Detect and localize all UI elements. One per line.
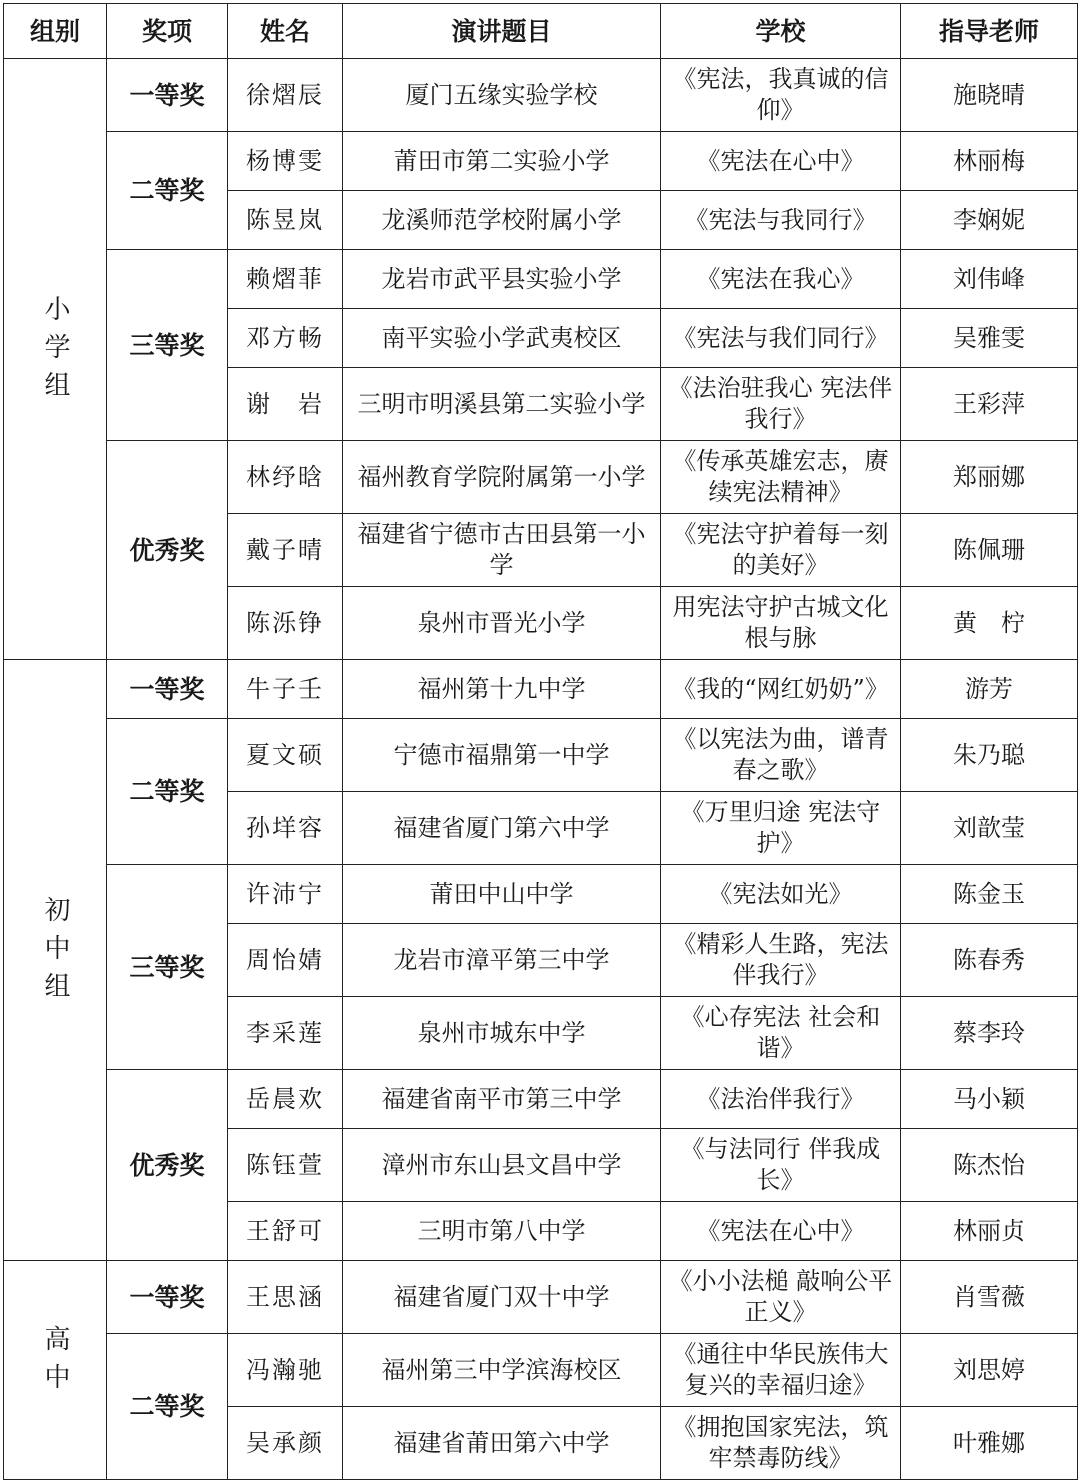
topic-cell: 《宪法在心中》	[661, 1202, 901, 1261]
award-cell: 一等奖	[107, 59, 228, 132]
student-name: 谢 岩	[228, 368, 343, 441]
group-label: 高中	[40, 1325, 70, 1401]
teacher-cell: 刘思婷	[901, 1334, 1078, 1407]
topic-cell: 《以宪法为曲，谱青春之歌》	[661, 719, 901, 792]
school-cell: 福州第三中学滨海校区	[343, 1334, 661, 1407]
award-cell: 一等奖	[107, 1261, 228, 1334]
student-name: 王思涵	[228, 1261, 343, 1334]
topic-cell: 《宪法守护着每一刻的美好》	[661, 514, 901, 587]
group-label: 初中组	[40, 896, 70, 1010]
teacher-cell: 刘伟峰	[901, 250, 1078, 309]
header-speech-topic: 演讲题目	[343, 4, 661, 59]
award-list-table	[3, 3, 1078, 1480]
school-cell: 三明市明溪县第二实验小学	[343, 368, 661, 441]
award-cell: 优秀奖	[107, 441, 228, 660]
teacher-cell: 林丽贞	[901, 1202, 1078, 1261]
topic-cell: 《法治伴我行》	[661, 1070, 901, 1129]
header-name: 姓名	[228, 4, 343, 59]
school-cell: 莆田市第二实验小学	[343, 132, 661, 191]
topic-cell: 《我的“网红奶奶”》	[661, 660, 901, 719]
table-row	[4, 865, 1078, 924]
topic-cell: 用宪法守护古城文化根与脉	[661, 587, 901, 660]
school-cell: 福州第十九中学	[343, 660, 661, 719]
topic-cell: 《宪法与我同行》	[661, 191, 901, 250]
school-cell: 福建省南平市第三中学	[343, 1070, 661, 1129]
teacher-cell: 游芳	[901, 660, 1078, 719]
topic-cell: 《精彩人生路，宪法伴我行》	[661, 924, 901, 997]
teacher-cell: 黄 柠	[901, 587, 1078, 660]
group-cell-senior	[4, 1261, 107, 1480]
header-teacher: 指导老师	[901, 4, 1078, 59]
table-row	[4, 719, 1078, 792]
school-cell: 福建省厦门双十中学	[343, 1261, 661, 1334]
school-cell: 龙岩市武平县实验小学	[343, 250, 661, 309]
student-name: 陈泺铮	[228, 587, 343, 660]
award-cell: 一等奖	[107, 660, 228, 719]
student-name: 戴子晴	[228, 514, 343, 587]
teacher-cell: 郑丽娜	[901, 441, 1078, 514]
school-cell: 莆田中山中学	[343, 865, 661, 924]
table-row	[4, 59, 1078, 132]
topic-cell: 《小小法槌 敲响公平正义》	[661, 1261, 901, 1334]
teacher-cell: 陈春秀	[901, 924, 1078, 997]
student-name: 李采莲	[228, 997, 343, 1070]
topic-cell: 《宪法在心中》	[661, 132, 901, 191]
student-name: 冯瀚驰	[228, 1334, 343, 1407]
topic-cell: 《传承英雄宏志，赓续宪法精神》	[661, 441, 901, 514]
teacher-cell: 马小颖	[901, 1070, 1078, 1129]
topic-cell: 《宪法，我真诚的信仰》	[661, 59, 901, 132]
table-row	[4, 660, 1078, 719]
award-cell: 优秀奖	[107, 1070, 228, 1261]
teacher-cell: 肖雪薇	[901, 1261, 1078, 1334]
table-row	[4, 1334, 1078, 1407]
topic-cell: 《宪法在我心》	[661, 250, 901, 309]
teacher-cell: 刘歆莹	[901, 792, 1078, 865]
topic-cell: 《法治驻我心 宪法伴我行》	[661, 368, 901, 441]
school-cell: 漳州市东山县文昌中学	[343, 1129, 661, 1202]
school-cell: 宁德市福鼎第一中学	[343, 719, 661, 792]
teacher-cell: 李娴妮	[901, 191, 1078, 250]
student-name: 赖熠菲	[228, 250, 343, 309]
table-row	[4, 1261, 1078, 1334]
school-cell: 泉州市城东中学	[343, 997, 661, 1070]
student-name: 吴承颜	[228, 1407, 343, 1480]
teacher-cell: 施晓晴	[901, 59, 1078, 132]
table-row	[4, 1070, 1078, 1129]
student-name: 陈昱岚	[228, 191, 343, 250]
student-name: 周怡婧	[228, 924, 343, 997]
student-name: 孙垟容	[228, 792, 343, 865]
award-cell: 三等奖	[107, 865, 228, 1070]
teacher-cell: 陈佩珊	[901, 514, 1078, 587]
header-school: 学校	[661, 4, 901, 59]
teacher-cell: 吴雅雯	[901, 309, 1078, 368]
student-name: 夏文硕	[228, 719, 343, 792]
award-cell: 二等奖	[107, 132, 228, 250]
student-name: 许沛宁	[228, 865, 343, 924]
school-cell: 福建省宁德市古田县第一小学	[343, 514, 661, 587]
school-cell: 厦门五缘实验学校	[343, 59, 661, 132]
teacher-cell: 王彩萍	[901, 368, 1078, 441]
award-cell: 三等奖	[107, 250, 228, 441]
group-cell-junior	[4, 660, 107, 1261]
school-cell: 南平实验小学武夷校区	[343, 309, 661, 368]
teacher-cell: 朱乃聪	[901, 719, 1078, 792]
topic-cell: 《宪法与我们同行》	[661, 309, 901, 368]
student-name: 杨博雯	[228, 132, 343, 191]
header-group: 组别	[4, 4, 107, 59]
topic-cell: 《与法同行 伴我成长》	[661, 1129, 901, 1202]
school-cell: 福建省莆田第六中学	[343, 1407, 661, 1480]
school-cell: 龙岩市漳平第三中学	[343, 924, 661, 997]
group-cell-primary	[4, 59, 107, 660]
teacher-cell: 林丽梅	[901, 132, 1078, 191]
student-name: 林纾晗	[228, 441, 343, 514]
teacher-cell: 叶雅娜	[901, 1407, 1078, 1480]
table-row	[4, 132, 1078, 191]
school-cell: 泉州市晋光小学	[343, 587, 661, 660]
award-cell: 二等奖	[107, 1334, 228, 1480]
school-cell: 福州教育学院附属第一小学	[343, 441, 661, 514]
header-row	[4, 4, 1078, 59]
student-name: 牛子壬	[228, 660, 343, 719]
school-cell: 福建省厦门第六中学	[343, 792, 661, 865]
teacher-cell: 陈金玉	[901, 865, 1078, 924]
topic-cell: 《宪法如光》	[661, 865, 901, 924]
teacher-cell: 蔡李玲	[901, 997, 1078, 1070]
school-cell: 龙溪师范学校附属小学	[343, 191, 661, 250]
school-cell: 三明市第八中学	[343, 1202, 661, 1261]
header-award: 奖项	[107, 4, 228, 59]
teacher-cell: 陈杰怡	[901, 1129, 1078, 1202]
student-name: 徐熠辰	[228, 59, 343, 132]
award-list-table-container	[3, 3, 1078, 1480]
award-cell: 二等奖	[107, 719, 228, 865]
topic-cell: 《拥抱国家宪法，筑牢禁毒防线》	[661, 1407, 901, 1480]
topic-cell: 《通往中华民族伟大复兴的幸福归途》	[661, 1334, 901, 1407]
student-name: 岳晨欢	[228, 1070, 343, 1129]
group-label: 小学组	[40, 295, 70, 409]
student-name: 陈钰萱	[228, 1129, 343, 1202]
student-name: 邓方畅	[228, 309, 343, 368]
topic-cell: 《万里归途 宪法守护》	[661, 792, 901, 865]
table-row	[4, 441, 1078, 514]
student-name: 王舒可	[228, 1202, 343, 1261]
topic-cell: 《心存宪法 社会和谐》	[661, 997, 901, 1070]
table-row	[4, 250, 1078, 309]
